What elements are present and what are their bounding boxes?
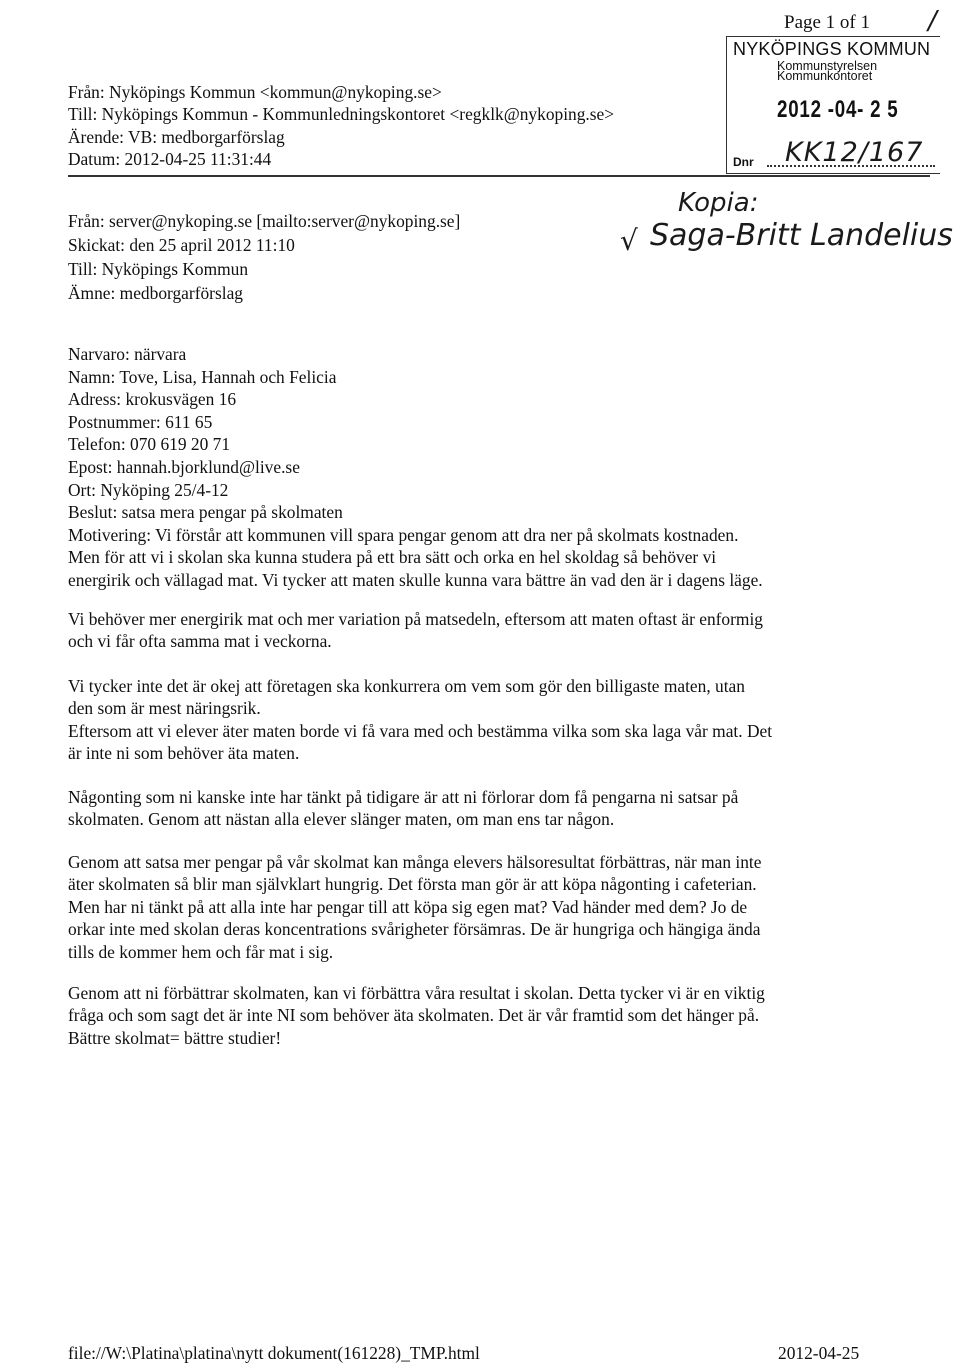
stamp-line2: Kommunkontoret <box>777 69 873 83</box>
paragraph-line: och vi får ofta samma mat i veckorna. <box>68 631 332 652</box>
paragraph-line: fråga och som sagt det är inte NI som behöver äta skolmaten. Det är vår framtid som det hänger på. <box>68 1005 760 1026</box>
paragraph-line: Eftersom att vi elever äter maten borde vi få vara med och bestämma vilka som ska laga vår mat. Det <box>68 720 773 741</box>
paragraph-line: Genom att ni förbättrar skolmaten, kan vi förbättra våra resultat i skolan. Detta tycker vi är en viktig <box>68 983 765 1003</box>
form-line: Men för att vi i skolan ska kunna studera på ett bra sätt och orka en hel skoldag så behöver vi <box>68 547 717 568</box>
forward-line: Skickat: den 25 april 2012 11:10 <box>68 235 295 255</box>
corner-mark: / <box>928 6 937 36</box>
paragraph-line: är inte ni som behöver äta maten. <box>68 743 300 764</box>
paragraph-line: Genom att satsa mer pengar på vår skolmat kan många elevers hälsoresultat förbättras, när man inte <box>68 852 762 872</box>
handwritten-checkmark: √ <box>620 224 638 257</box>
header-line: Till: Nyköpings Kommun - Kommunledningskontoret <regklk@nykoping.se> <box>68 104 615 125</box>
forward-line: Från: server@nykoping.se [mailto:server@nykoping.se] <box>68 211 461 231</box>
stamp-dnr-label: Dnr <box>733 155 754 169</box>
header-line: Från: Nyköpings Kommun <kommun@nykoping.se> <box>68 82 442 102</box>
form-line: Ort: Nyköping 25/4-12 <box>68 479 229 500</box>
form-line: Epost: hannah.bjorklund@live.se <box>68 457 300 477</box>
paragraph-line: äter skolmaten så blir man självklart hungrig. Det första man gör är att köpa någonting i cafeterian. <box>68 874 757 895</box>
form-line: Adress: krokusvägen 16 <box>68 389 237 410</box>
paragraph <box>68 851 868 963</box>
paragraph-line: orkar inte med skolan deras koncentrations svårigheter försämras. De är hungriga och hängiga ända <box>68 919 761 940</box>
header-line: Ärende: VB: medborgarförslag <box>68 126 285 147</box>
form-line: Beslut: satsa mera pengar på skolmaten <box>68 502 343 523</box>
header-divider <box>68 175 930 177</box>
forward-line: Till: Nyköpings Kommun <box>68 259 249 279</box>
stamp-line1: Kommunstyrelsen <box>777 59 878 73</box>
registration-stamp <box>726 36 940 174</box>
form-line: Namn: Tove, Lisa, Hannah och Felicia <box>68 366 337 387</box>
paragraph-line: Vi behöver mer energirik mat och mer variation på matsedeln, eftersom att maten oftast är enformig <box>68 609 763 629</box>
paragraph-line: Bättre skolmat= bättre studier! <box>68 1027 282 1048</box>
form-line: Motivering: Vi förstår att kommunen vill spara pengar genom att dra ner på skolmats kostnaden. <box>68 524 739 545</box>
header-line: Datum: 2012-04-25 11:31:44 <box>68 148 272 169</box>
form-line: Telefon: 070 619 20 71 <box>68 434 231 455</box>
paragraph-line: Men har ni tänkt på att alla inte har pengar till att köpa sig egen mat? Vad händer med dem? Jo de <box>68 896 748 917</box>
paragraph-line: tills de kommer hem och får mat i sig. <box>68 941 334 962</box>
stamp-org: NYKÖPINGS KOMMUN <box>733 39 931 59</box>
stamp-date: 2012 -04- 2 5 <box>777 96 899 123</box>
paragraph <box>68 786 868 831</box>
footer-date: 2012-04-25 <box>778 1343 860 1363</box>
form-line: Postnummer: 611 65 <box>68 411 213 432</box>
paragraph <box>68 608 868 653</box>
form-line: energirik och vällagad mat. Vi tycker att maten skulle kunna vara bättre än vad den är i dagens läge. <box>68 570 763 590</box>
paragraph-line: Någonting som ni kanske inte har tänkt på tidigare är att ni förlorar dom få pengarna ni satsar på <box>68 787 739 807</box>
form-line: Narvaro: närvara <box>68 344 187 364</box>
stamp-dnr-value: KK12/167 <box>785 137 924 168</box>
paragraph-line: den som är mest näringsrik. <box>68 698 261 719</box>
handwritten-kopia: Kopia: <box>678 188 759 218</box>
forward-line: Ämne: medborgarförslag <box>68 283 243 303</box>
paragraph-line: skolmaten. Genom att nästan alla elever slänger maten, om man ens tar någon. <box>68 809 615 830</box>
paragraph <box>68 982 868 1049</box>
handwritten-name: Saga-Britt Landelius <box>650 218 953 253</box>
paragraph-line: Vi tycker inte det är okej att företagen ska konkurrera om vem som gör den billigaste maten, utan <box>68 676 745 696</box>
paragraph <box>68 675 868 765</box>
footer-path: file://W:\Platina\platina\nytt dokument(161228)_TMP.html <box>68 1343 480 1363</box>
page-label: Page 1 of 1 <box>784 12 871 33</box>
